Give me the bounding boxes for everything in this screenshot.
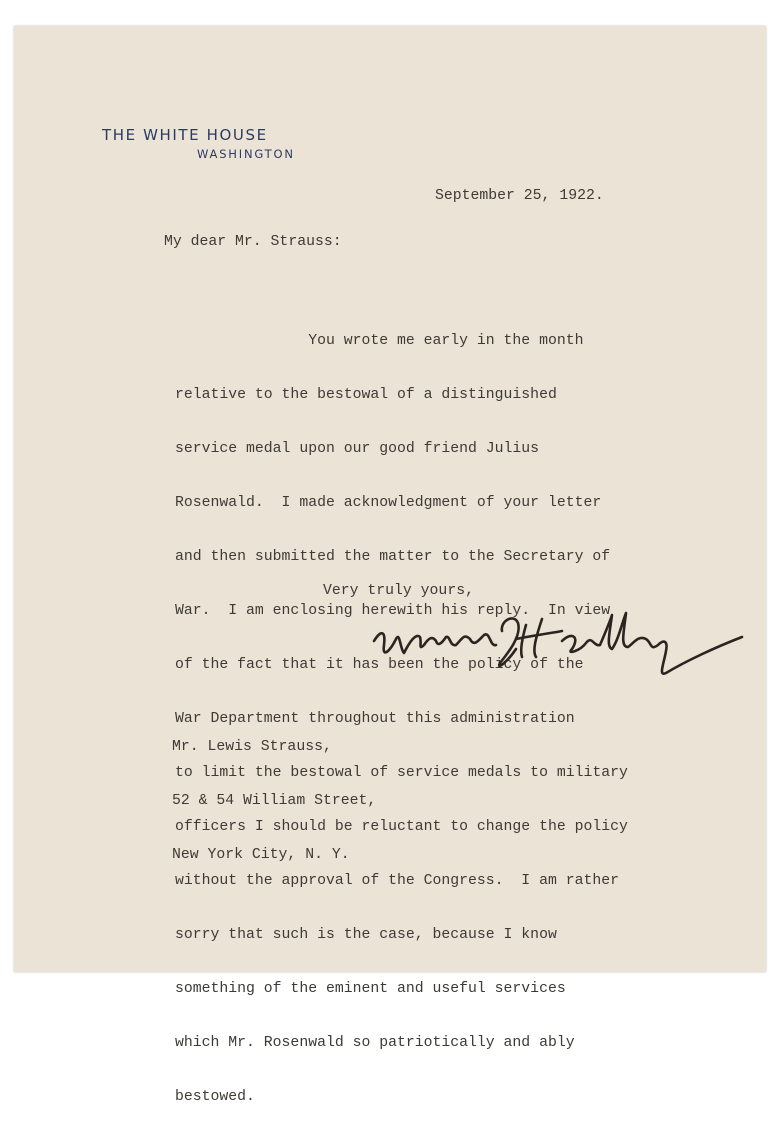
body-line: You wrote me early in the month <box>175 333 584 349</box>
letter-paper <box>14 26 766 1105</box>
body-line: and then submitted the matter to the Secretary of <box>175 549 611 565</box>
letter-date: September 25, 1922. <box>435 188 604 204</box>
letterhead-city: WASHINGTON <box>197 147 295 161</box>
body-line: without the approval of the Congress. I am rather <box>175 873 619 889</box>
letterhead-title: THE WHITE HOUSE <box>102 126 268 144</box>
address-line: Mr. Lewis Strauss, <box>172 739 332 755</box>
body-line: relative to the bestowal of a distinguished <box>175 387 557 403</box>
signature <box>366 601 746 711</box>
body-line: sorry that such is the case, because I know <box>175 927 557 943</box>
body-line: Rosenwald. I made acknowledgment of your letter <box>175 495 602 511</box>
body-line: service medal upon our good friend Julius <box>175 441 540 457</box>
body-line: which Mr. Rosenwald so patriotically and ably <box>175 1035 575 1051</box>
body-line: bestowed. <box>175 1089 255 1105</box>
body-line: officers I should be reluctant to change the policy <box>175 819 628 835</box>
body-line: War Department throughout this administration <box>175 711 575 727</box>
body-line: War. I am enclosing herewith his reply. In view <box>175 603 611 619</box>
body-line: of the fact that it has been the policy of the <box>175 657 584 673</box>
address-line: New York City, N. Y. <box>172 847 350 863</box>
recipient-address <box>172 702 376 900</box>
address-line: 52 & 54 William Street, <box>172 793 377 809</box>
closing: Very truly yours, <box>323 583 474 599</box>
salutation: My dear Mr. Strauss: <box>164 234 342 250</box>
body-line: something of the eminent and useful services <box>175 981 566 997</box>
body-line: to limit the bestowal of service medals to military <box>175 765 628 781</box>
